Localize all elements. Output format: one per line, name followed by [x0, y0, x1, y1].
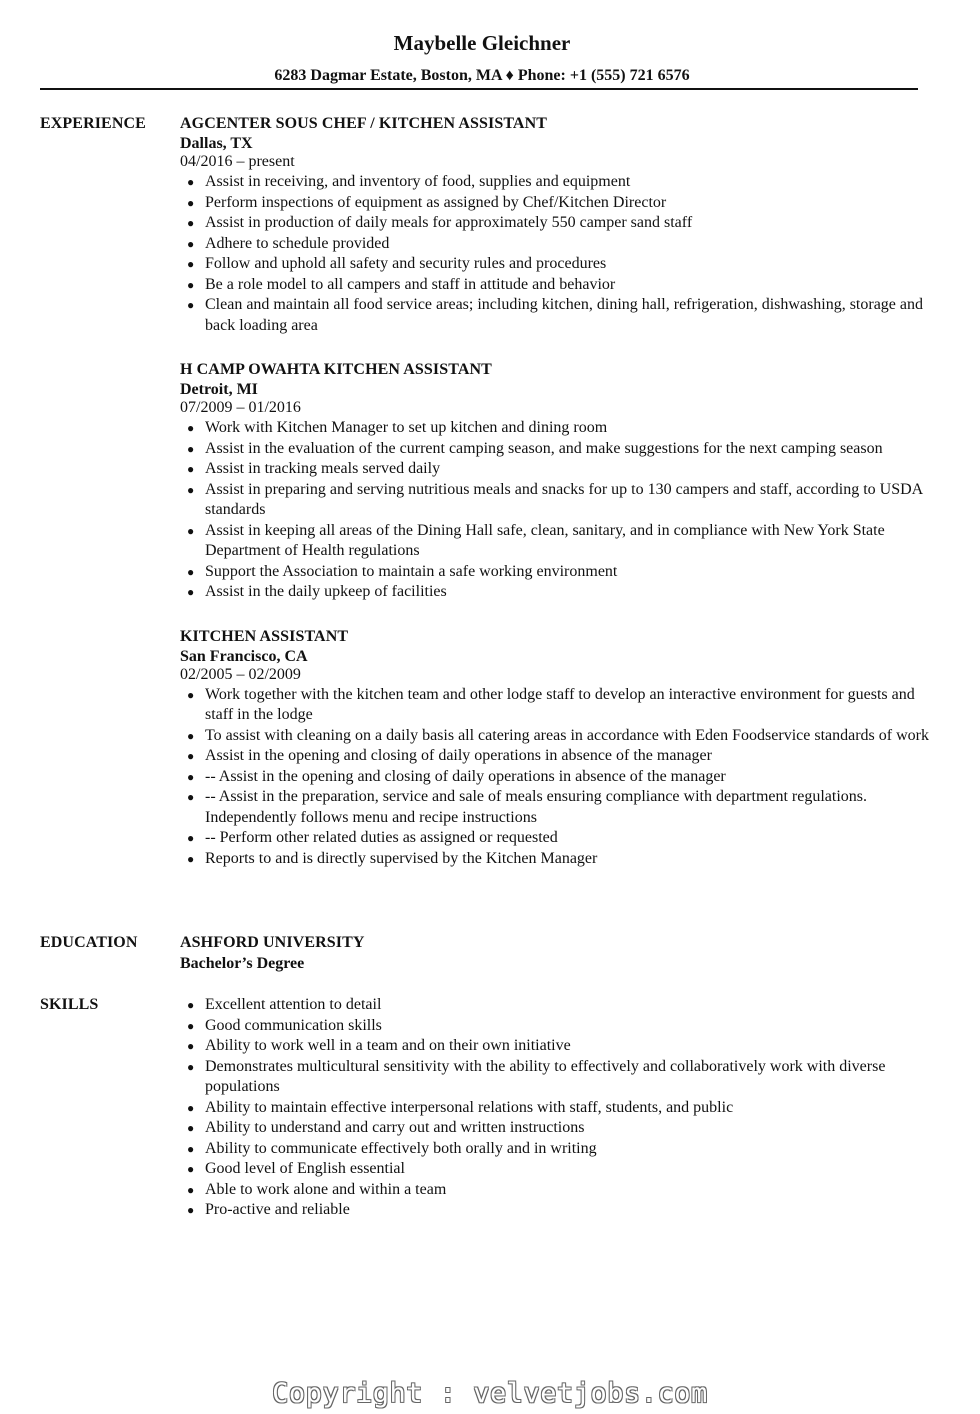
list-item-text: Ability to work well in a team and on their own initiative — [205, 1037, 571, 1054]
list-item — [187, 193, 930, 214]
list-item-text: Assist in the opening and closing of daily operations in absence of the manager — [205, 747, 712, 764]
list-item — [187, 459, 930, 480]
job-dates: 04/2016 – present — [180, 153, 295, 170]
bullet-icon: ● — [187, 1182, 195, 1197]
list-item-text: Assist in the daily upkeep of facilities — [205, 583, 447, 600]
experience-body — [180, 114, 930, 893]
bullet-icon: ● — [187, 585, 195, 599]
list-item — [187, 1118, 930, 1139]
list-item — [187, 439, 930, 460]
list-item — [187, 828, 930, 849]
skills-body — [180, 995, 930, 1221]
list-item — [187, 1139, 930, 1160]
job-duties — [180, 172, 930, 336]
bullet-icon: ● — [187, 257, 195, 271]
list-item-text: Work with Kitchen Manager to set up kitchen and dining room — [205, 419, 608, 436]
experience-heading: EXPERIENCE — [40, 115, 146, 132]
bullet-icon: ● — [187, 1141, 195, 1156]
job-location: San Francisco, CA — [180, 647, 308, 665]
job-title: AGCENTER SOUS CHEF / KITCHEN ASSISTANT — [180, 115, 548, 132]
list-item-text: Ability to communicate effectively both orally and in writing — [205, 1139, 597, 1157]
list-item-text: Support the Association to maintain a safe working environment — [205, 562, 618, 580]
list-item — [187, 254, 930, 275]
candidate-name: Maybelle Gleichner — [393, 31, 571, 55]
list-item — [187, 1016, 930, 1037]
skills-list — [180, 995, 930, 1221]
list-item — [187, 234, 930, 255]
bullet-icon: ● — [187, 482, 195, 497]
list-item-text: Reports to and is directly supervised by the Kitchen Manager — [205, 849, 598, 867]
bullet-icon: ● — [187, 687, 195, 702]
job-title: H CAMP OWAHTA KITCHEN ASSISTANT — [180, 361, 492, 378]
list-item — [187, 995, 930, 1016]
list-item-text: Good communication skills — [205, 1016, 382, 1034]
list-item — [187, 295, 930, 336]
list-item — [187, 1036, 930, 1057]
list-item-text: Excellent attention to detail — [205, 996, 382, 1013]
list-item-text: Assist in preparing and serving nutritious meals and snacks for up to 130 campers and staff, according to USDA standards — [205, 480, 923, 518]
list-item-text: -- Assist in the preparation, service and sale of meals ensuring compliance with department regulations. Independently follows menu and recipe instructions — [205, 788, 868, 826]
list-item — [187, 767, 930, 788]
list-item-text: Good level of English essential — [205, 1160, 405, 1177]
job-duties — [180, 685, 930, 870]
bullet-icon: ● — [187, 790, 195, 804]
list-item — [187, 582, 930, 603]
list-item-text: Demonstrates multicultural sensitivity with the ability to effectively and collaboratively work with diverse populations — [205, 1057, 886, 1095]
list-item — [187, 1200, 930, 1221]
bullet-icon: ● — [187, 564, 195, 579]
copyright-watermark: Copyright : velvetjobs.com — [272, 1378, 708, 1409]
list-item — [187, 685, 930, 726]
list-item-text: Be a role model to all campers and staff in attitude and behavior — [205, 275, 616, 293]
list-item-text: Ability to maintain effective interpersonal relations with staff, students, and public — [205, 1098, 734, 1116]
bullet-icon: ● — [187, 277, 195, 292]
list-item — [187, 418, 930, 439]
bullet-icon: ● — [187, 1100, 195, 1115]
job-duties — [180, 418, 930, 603]
list-item-text: -- Perform other related duties as assigned or requested — [205, 829, 558, 846]
job-entry — [180, 114, 930, 336]
list-item — [187, 172, 930, 193]
job-dates: 07/2009 – 01/2016 — [180, 399, 301, 416]
job-title: KITCHEN ASSISTANT — [180, 627, 349, 645]
list-item — [187, 1180, 930, 1201]
list-item — [187, 787, 930, 828]
contact-line: 6283 Dagmar Estate, Boston, MA ♦ Phone: +1 (555) 721 6576 — [274, 67, 690, 84]
list-item-text: Adhere to schedule provided — [205, 234, 390, 252]
list-item — [187, 213, 930, 234]
job-location: Detroit, MI — [180, 381, 258, 398]
list-item-text: Assist in receiving, and inventory of food, supplies and equipment — [205, 173, 631, 190]
list-item — [187, 480, 930, 521]
bullet-icon: ● — [187, 441, 195, 456]
list-item-text: Able to work alone and within a team — [205, 1180, 447, 1198]
bullet-icon: ● — [187, 1059, 195, 1074]
list-item — [187, 275, 930, 296]
header-divider — [40, 88, 918, 90]
list-item-text: Ability to understand and carry out and written instructions — [205, 1119, 585, 1136]
bullet-icon: ● — [187, 1039, 195, 1053]
list-item-text: Perform inspections of equipment as assigned by Chef/Kitchen Director — [205, 193, 667, 211]
list-item — [187, 1057, 930, 1098]
bullet-icon: ● — [187, 851, 195, 866]
job-dates: 02/2005 – 02/2009 — [180, 665, 301, 683]
bullet-icon: ● — [187, 769, 195, 784]
list-item — [187, 849, 930, 870]
bullet-icon: ● — [187, 462, 195, 476]
list-item-text: Work together with the kitchen team and other lodge staff to develop an interactive environment for guests and staff in the lodge — [205, 685, 915, 723]
bullet-icon: ● — [187, 523, 195, 538]
education-body — [180, 933, 930, 975]
list-item-text: Assist in tracking meals served daily — [205, 460, 441, 477]
education-heading: EDUCATION — [40, 934, 138, 951]
bullet-icon: ● — [187, 298, 195, 312]
bullet-icon: ● — [187, 421, 195, 435]
list-item-text: Follow and uphold all safety and security rules and procedures — [205, 255, 607, 272]
list-item-text: Assist in the evaluation of the current camping season, and make suggestions for the next camping season — [205, 439, 883, 457]
degree: Bachelor’s Degree — [180, 955, 305, 972]
list-item-text: Assist in keeping all areas of the Dining Hall safe, clean, sanitary, and in compliance with New York State Department of Health regulations — [205, 521, 885, 559]
list-item — [187, 521, 930, 562]
job-entry — [180, 627, 930, 870]
skills-heading: SKILLS — [40, 996, 99, 1013]
job-entry — [180, 360, 930, 603]
list-item — [187, 1098, 930, 1119]
bullet-icon: ● — [187, 1018, 195, 1033]
job-location: Dallas, TX — [180, 135, 253, 152]
bullet-icon: ● — [187, 236, 195, 251]
list-item-text: Clean and maintain all food service areas; including kitchen, dining hall, refrigeration, dishwashing, storage and back loading area — [205, 296, 924, 334]
bullet-icon: ● — [187, 195, 195, 210]
bullet-icon: ● — [187, 728, 195, 743]
list-item — [187, 746, 930, 767]
bullet-icon: ● — [187, 1203, 195, 1217]
list-item-text: Assist in production of daily meals for approximately 550 camper sand staff — [205, 214, 693, 231]
list-item-text: Pro-active and reliable — [205, 1201, 350, 1218]
list-item — [187, 726, 930, 747]
bullet-icon: ● — [187, 831, 195, 845]
bullet-icon: ● — [187, 998, 195, 1012]
bullet-icon: ● — [187, 1121, 195, 1135]
list-item — [187, 1159, 930, 1180]
list-item — [187, 562, 930, 583]
list-item-text: -- Assist in the opening and closing of daily operations in absence of the manager — [205, 767, 726, 785]
bullet-icon: ● — [187, 749, 195, 763]
bullet-icon: ● — [187, 1162, 195, 1176]
list-item-text: To assist with cleaning on a daily basis all catering areas in accordance with Eden Foodservice standards of work — [205, 726, 929, 744]
school-name: ASHFORD UNIVERSITY — [180, 934, 365, 951]
bullet-icon: ● — [187, 216, 195, 230]
bullet-icon: ● — [187, 175, 195, 189]
